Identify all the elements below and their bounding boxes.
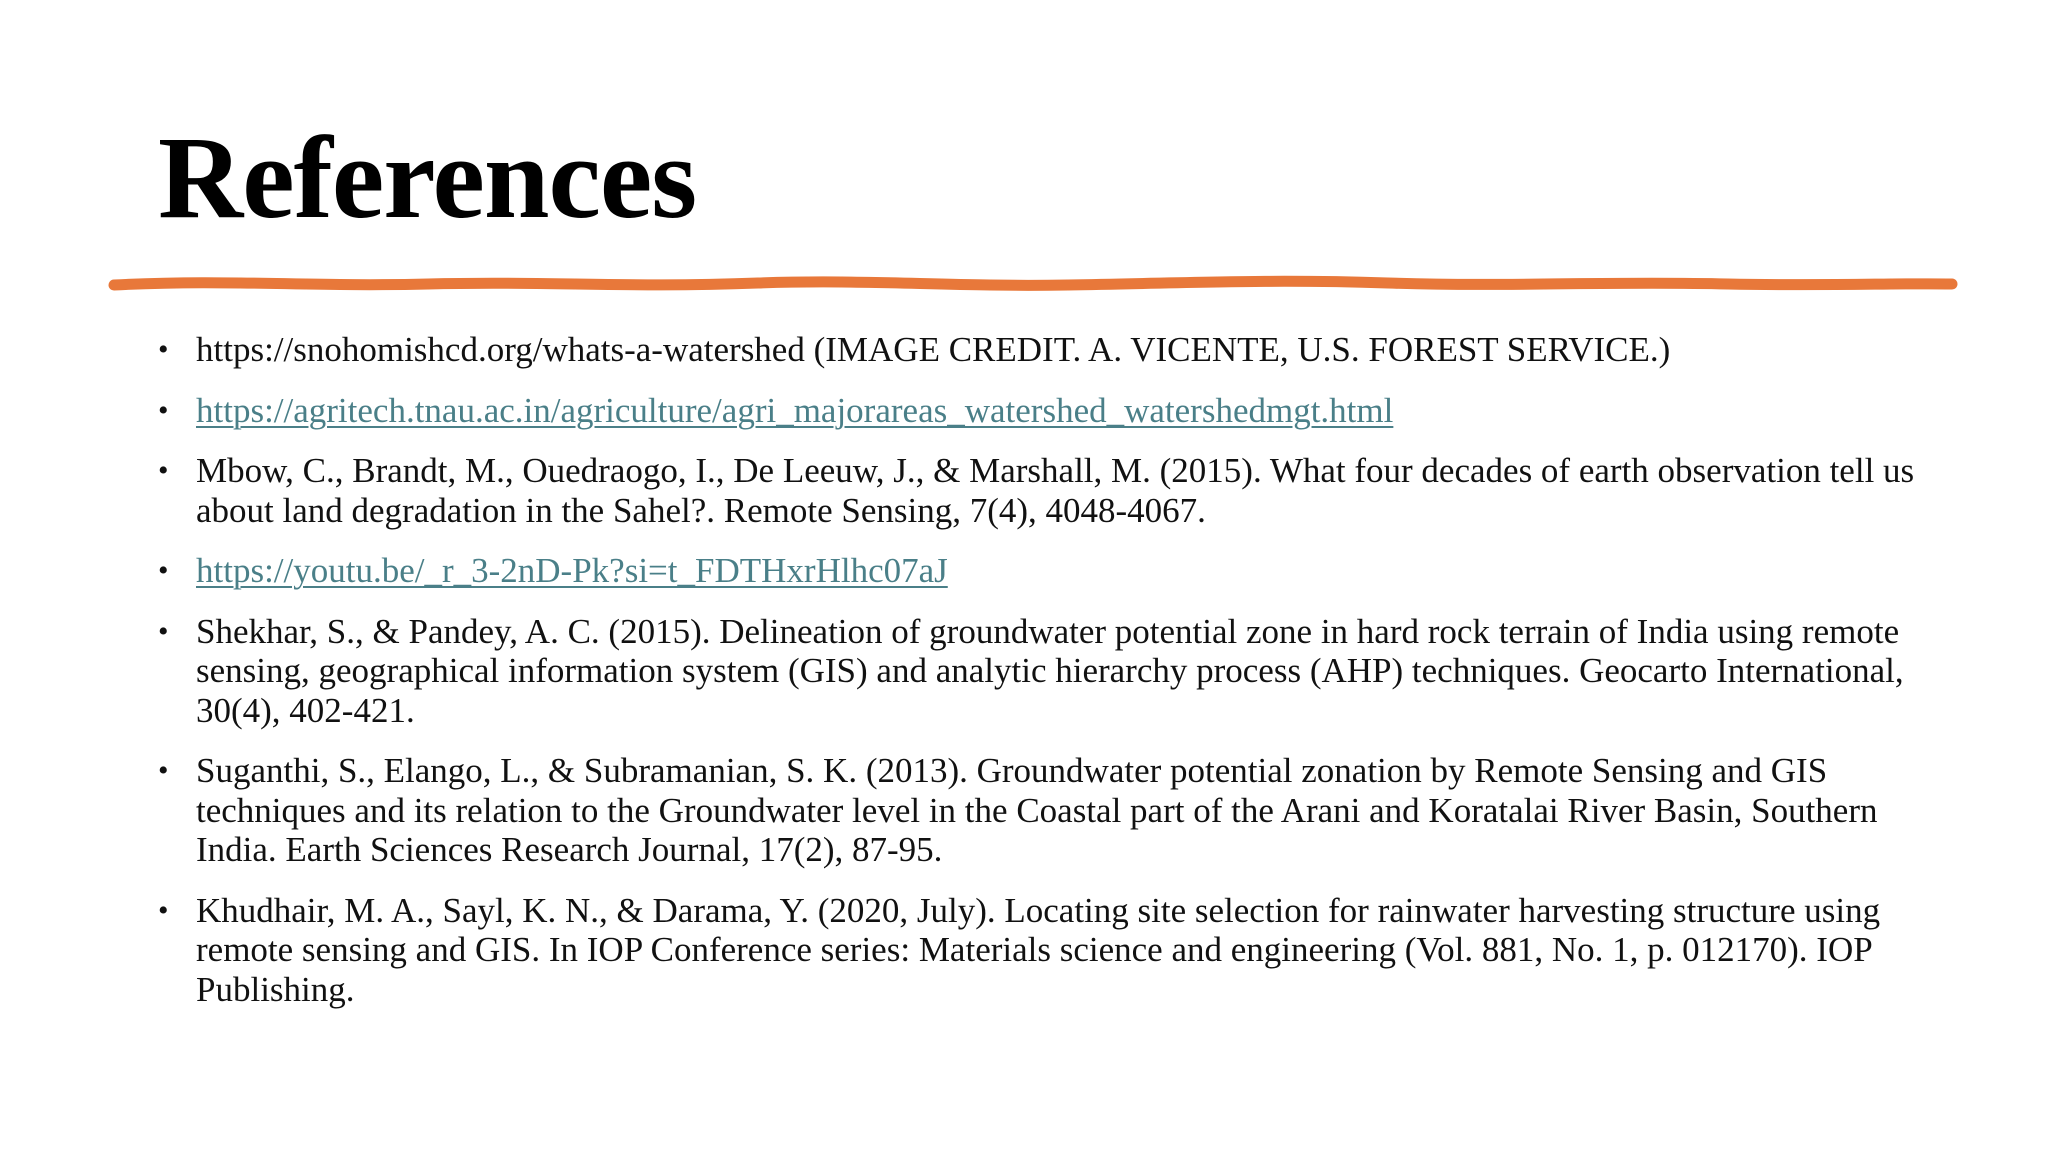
reference-list [158, 330, 1918, 1030]
reference-text: Khudhair, M. A., Sayl, K. N., & Darama, Y. (2020, July). Locating site selection for rainwater harvesting structure using remote sensing and GIS. In IOP Conference series: Materials science and engineering (Vol. 881, No. 1, p. 012170). IOP Publishing. [196, 890, 1881, 1009]
reference-text: https://snohomishcd.org/whats-a-watershed (IMAGE CREDIT. A. VICENTE, U.S. FOREST SERVICE.) [196, 330, 1671, 369]
bullet-glyph: • [158, 554, 169, 587]
reference-text: Mbow, C., Brandt, M., Ouedraogo, I., De Leeuw, J., & Marshall, M. (2015). What four decades of earth observation tell us about land degradation in the Sahel?. Remote Sensing, 7(4), 4048-4067. [196, 451, 1915, 530]
title-divider [108, 270, 1958, 300]
reference-item [158, 891, 1918, 1010]
reference-item [158, 612, 1918, 731]
bullet-glyph: • [158, 333, 169, 366]
slide-title: References [158, 112, 697, 243]
reference-item [158, 551, 1918, 591]
bullet-glyph: • [158, 393, 169, 427]
bullet-glyph: • [158, 454, 169, 487]
brush-stroke-texture [138, 281, 1928, 283]
reference-text: Shekhar, S., & Pandey, A. C. (2015). Delineation of groundwater potential zone in hard rock terrain of India using remote sensing, geographical information system (GIS) and analytic hierarchy process (AHP) techniques. Geocarto International, 30(4), 402-421. [196, 611, 1904, 730]
bullet-glyph: • [158, 893, 169, 927]
reference-link[interactable]: https://agritech.tnau.ac.in/agriculture/agri_majorareas_watershed_watershedmgt.html [196, 390, 1394, 430]
reference-item [158, 330, 1918, 370]
reference-item [158, 391, 1918, 431]
reference-item [158, 451, 1918, 530]
reference-item [158, 751, 1918, 870]
bullet-glyph: • [158, 614, 169, 648]
reference-text: Suganthi, S., Elango, L., & Subramanian, S. K. (2013). Groundwater potential zonation by Remote Sensing and GIS techniques and its relation to the Groundwater level in the Coastal part of the Arani and Koratalai River Basin, Southern India. Earth Sciences Research Journal, 17(2), 87-95. [196, 751, 1878, 869]
bullet-glyph: • [158, 754, 169, 787]
reference-link[interactable]: https://youtu.be/_r_3-2nD-Pk?si=t_FDTHxrHlhc07aJ [196, 551, 948, 590]
